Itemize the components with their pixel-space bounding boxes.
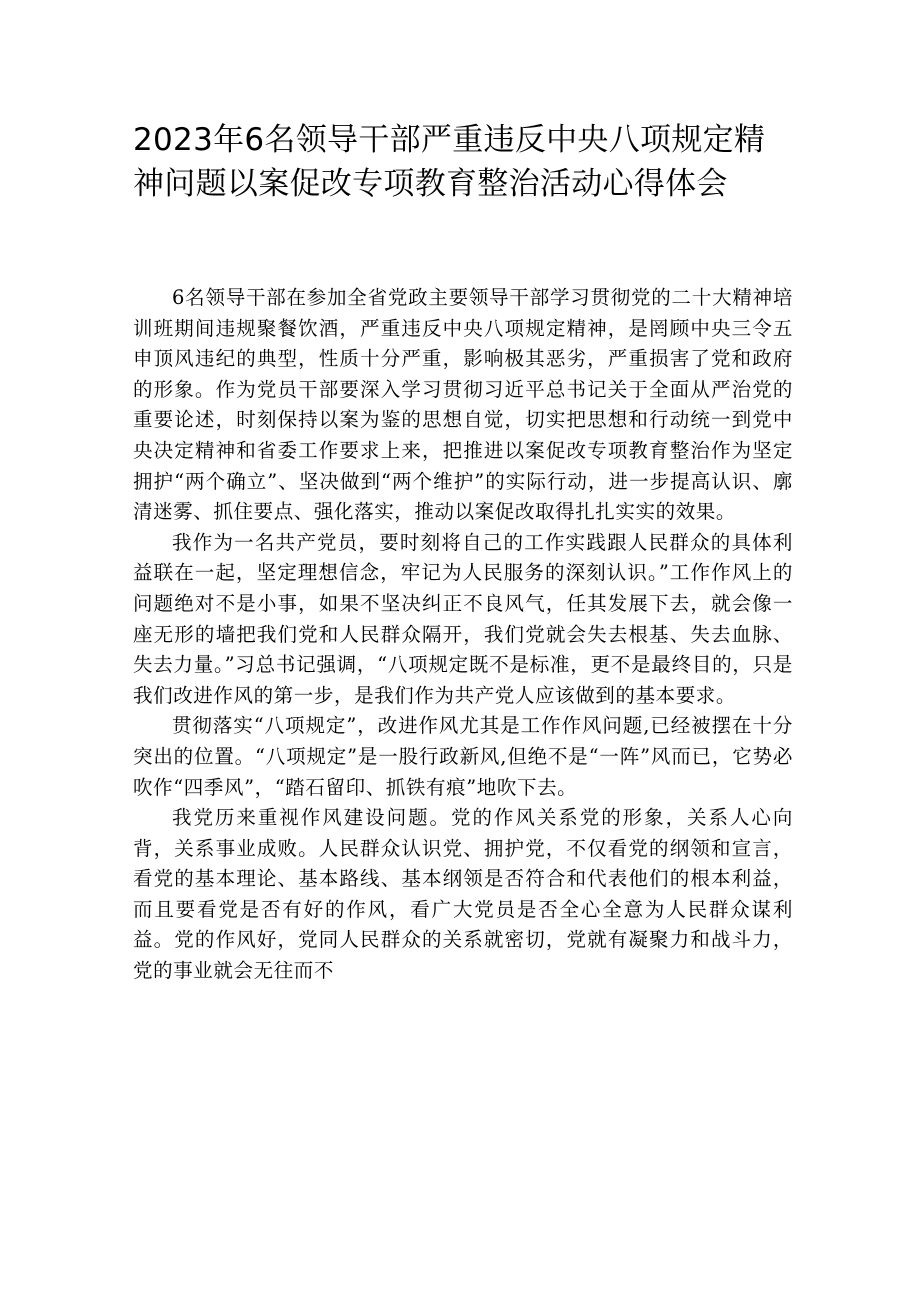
title-line-1: 2023年6名领导干部严重违反中央八项规定精 (133, 122, 766, 158)
paragraph-2: 我作为一名共产党员，要时刻将自己的工作实践跟人民群众的具体利益联在一起，坚定理想信念，牢记为人民服务的深刻认识。”工作作风上的问题绝对不是小事，如果不坚决纠正不良风气，任其发展下去，就会像一座无形的墙把我们党和人民群众隔开，我们党就会失去根基、失去血脉、失去力量。”习总书记强调，“八项规定既不是标准，更不是最终目的，只是我们改进作风的第一步，是我们作为共产党人应该做到的基本要求。 (133, 530, 793, 707)
paragraph-4: 我党历来重视作风建设问题。党的作风关系党的形象，关系人心向背，关系事业成败。人民群众认识党、拥护党，不仅看党的纲领和宣言，看党的基本理论、基本路线、基本纲领是否符合和代表他们的根本利益，而且要看党是否有好的作风，看广大党员是否全心全意为人民群众谋利益。党的作风好，党同人民群众的关系就密切，党就有凝聚力和战斗力，党的事业就会无往而不 (133, 806, 793, 983)
document-title (133, 118, 793, 206)
title-line-2: 神问题以案促改专项教育整治活动心得体会 (133, 166, 728, 202)
paragraph-1: 6名领导干部在参加全省党政主要领导干部学习贯彻党的二十大精神培训班期间违规聚餐饮酒，严重违反中央八项规定精神，是罔顾中央三令五申顶风违纪的典型，性质十分严重，影响极其恶劣，严重损害了党和政府的形象。作为党员干部要深入学习贯彻习近平总书记关于全面从严治党的重要论述，时刻保持以案为鉴的思想自觉，切实把思想和行动统一到党中央决定精神和省委工作要求上来，把推进以案促改专项教育整治作为坚定拥护“两个确立”、坚决做到“两个维护”的实际行动，进一步提高认识、廓清迷雾、抓住要点、强化落实，推动以案促改取得扎扎实实的效果。 (133, 286, 793, 524)
paragraph-3: 贯彻落实“八项规定”，改进作风尤其是工作作风问题,已经被摆在十分突出的位置。“八项规定”是一股行政新风,但绝不是“一阵”风而已，它势必吹作“四季风”，“踏石留印、抓铁有痕”地吹下去。 (133, 714, 793, 799)
document-body (133, 283, 793, 987)
